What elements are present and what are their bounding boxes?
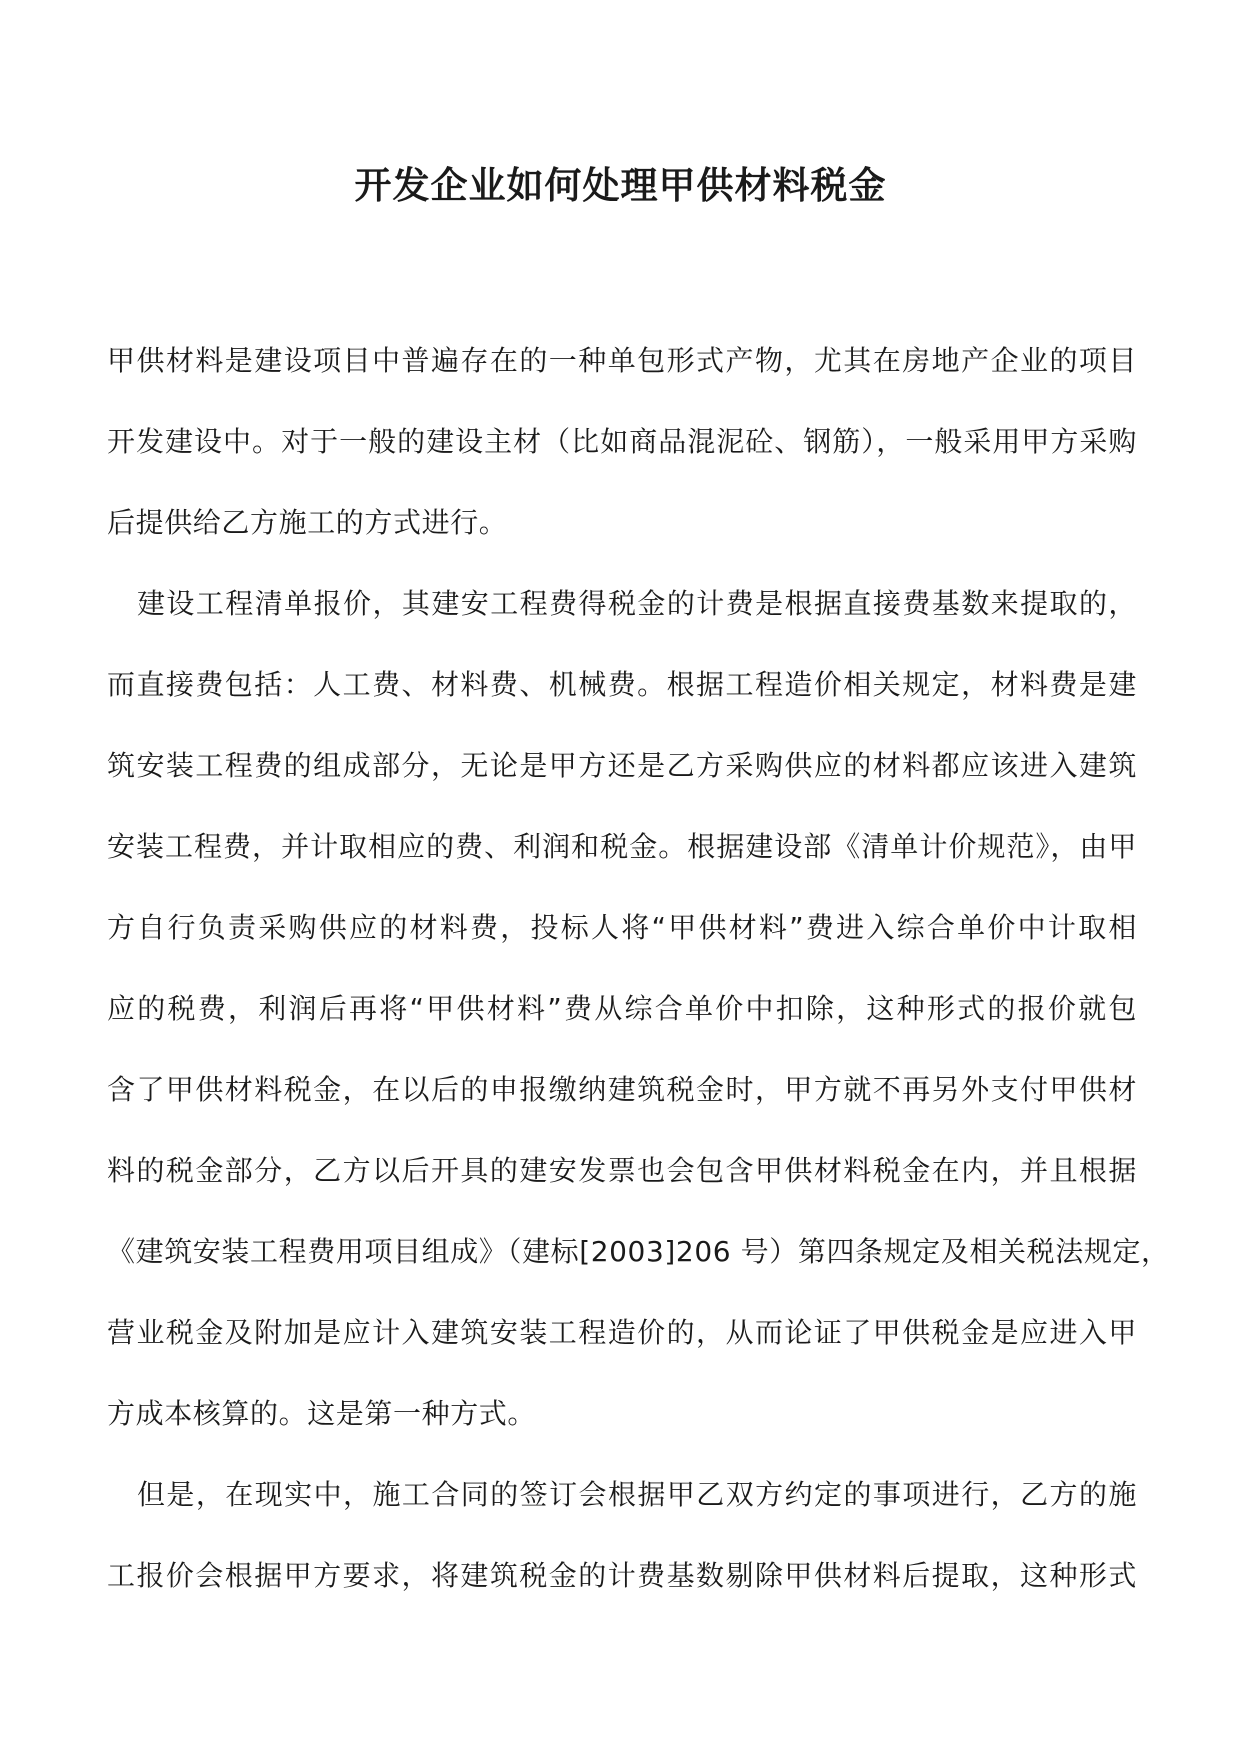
paragraph-2-line-6: 应的税费，利润后再将“甲供材料”费从综合单价中扣除，这种形式的报价就包 bbox=[107, 992, 1137, 1025]
paragraph-1-line-3: 后提供给乙方施工的方式进行。 bbox=[107, 506, 508, 539]
paragraph-2-line-4: 安装工程费，并计取相应的费、利润和税金。根据建设部《清单计价规范》，由甲 bbox=[107, 830, 1137, 863]
paragraph-2-line-8: 料的税金部分，乙方以后开具的建安发票也会包含甲供材料税金在内，并且根据 bbox=[107, 1154, 1137, 1187]
paragraph-3-line-2: 工报价会根据甲方要求，将建筑税金的计费基数剔除甲供材料后提取，这种形式 bbox=[107, 1559, 1137, 1592]
paragraph-2-line-5: 方自行负责采购供应的材料费，投标人将“甲供材料”费进入综合单价中计取相 bbox=[107, 911, 1137, 944]
paragraph-3-line-1: 但是，在现实中，施工合同的签订会根据甲乙双方约定的事项进行，乙方的施 bbox=[137, 1478, 1137, 1511]
paragraph-2-line-7: 含了甲供材料税金，在以后的申报缴纳建筑税金时，甲方就不再另外支付甲供材 bbox=[107, 1073, 1137, 1106]
document-body bbox=[107, 341, 1170, 1637]
paragraph-2-line-2: 而直接费包括：人工费、材料费、机械费。根据工程造价相关规定，材料费是建 bbox=[107, 668, 1137, 701]
paragraph-1-line-1: 甲供材料是建设项目中普遍存在的一种单包形式产物，尤其在房地产企业的项目 bbox=[107, 344, 1137, 377]
paragraph-2-line-11: 方成本核算的。这是第一种方式。 bbox=[107, 1397, 537, 1430]
paragraph-2-line-9: 《建筑安装工程费用项目组成》（建标[2003]206 号）第四条规定及相关税法规定， bbox=[107, 1235, 1170, 1268]
paragraph-2-line-3: 筑安装工程费的组成部分，无论是甲方还是乙方采购供应的材料都应该进入建筑 bbox=[107, 749, 1137, 782]
document-title: 开发企业如何处理甲供材料税金 bbox=[354, 164, 887, 207]
paragraph-2-line-1: 建设工程清单报价，其建安工程费得税金的计费是根据直接费基数来提取的， bbox=[137, 587, 1137, 620]
paragraph-2-line-10: 营业税金及附加是应计入建筑安装工程造价的，从而论证了甲供税金是应进入甲 bbox=[107, 1316, 1137, 1349]
paragraph-1-line-2: 开发建设中。对于一般的建设主材（比如商品混泥砼、钢筋），一般采用甲方采购 bbox=[107, 425, 1137, 458]
